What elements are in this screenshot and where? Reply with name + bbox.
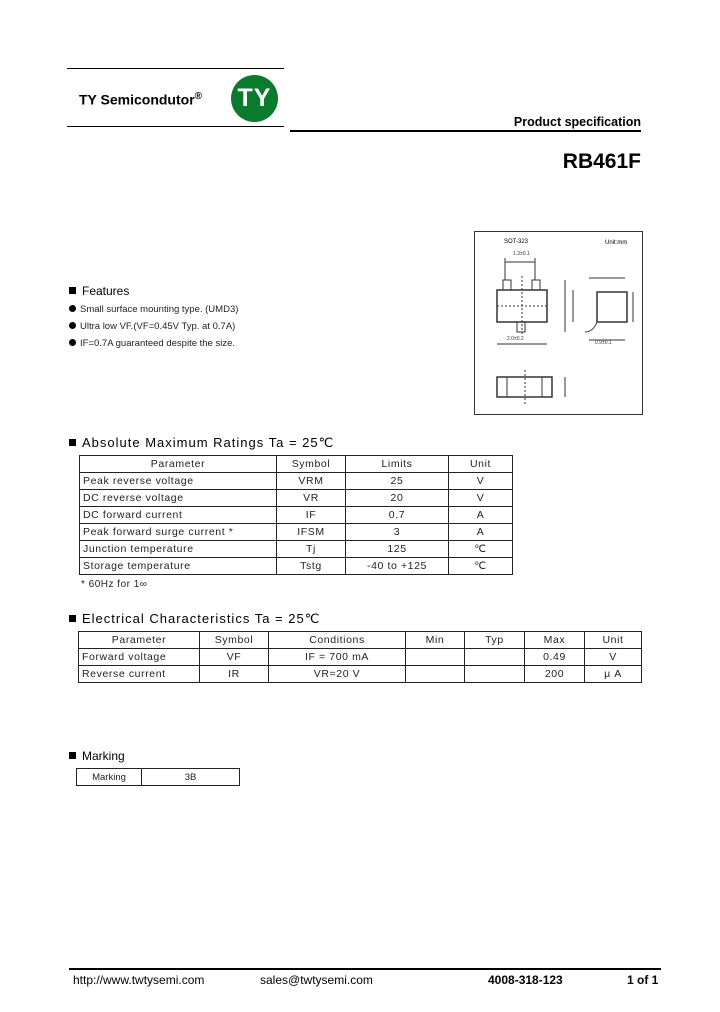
table-cell: 25 [346,473,449,490]
table-cell: V [449,473,513,490]
package-outline-svg [475,232,642,414]
company-logo: TY [231,75,278,122]
marking-table [76,768,240,786]
table-cell: 20 [346,490,449,507]
table-cell: A [449,524,513,541]
electrical-table [78,631,642,683]
table-header-row [79,632,642,649]
abs-max-table [79,455,513,575]
header-cell: Max [525,632,585,649]
package-drawing [474,231,643,415]
footer-rule [69,968,661,970]
bullet-icon [69,322,76,329]
bullet-icon [69,305,76,312]
table-cell [465,649,525,666]
table-row [77,769,240,786]
header-cell: Parameter [79,632,200,649]
table-row [79,649,642,666]
table-cell: V [585,649,642,666]
table-row [80,541,513,558]
table-header-row [80,456,513,473]
header-cell: Min [406,632,465,649]
table-cell: V [449,490,513,507]
svg-text:2.0±0.2: 2.0±0.2 [507,336,524,342]
header-cell: Parameter [80,456,277,473]
header-cell: Symbol [277,456,346,473]
header-cell: Unit [449,456,513,473]
header-long-rule [290,130,641,132]
table-row [80,473,513,490]
header-cell: Symbol [200,632,269,649]
part-number: RB461F [562,150,641,173]
table-cell: 0.7 [346,507,449,524]
table-cell: Peak reverse voltage [80,473,277,490]
header-cell: Typ [465,632,525,649]
section-square-icon [69,615,76,622]
footer-phone: 4008-318-123 [488,973,563,987]
table-cell [406,666,465,683]
section-square-icon [69,439,76,446]
table-cell: ℃ [449,558,513,575]
package-label: SOT-323 [504,239,529,245]
feature-item: Ultra low VF.(VF=0.45V Typ. at 0.7A) [69,321,238,338]
company-name: TY Semicondutor® [79,91,203,108]
table-cell: 3 [346,524,449,541]
table-cell: ℃ [449,541,513,558]
header-cell: Unit [585,632,642,649]
table-cell: IR [200,666,269,683]
table-cell: Junction temperature [80,541,277,558]
marking-label-cell: Marking [77,769,142,786]
spec-label: Product specification [513,115,641,129]
feature-item: Small surface mounting type. (UMD3) [69,304,238,321]
table-cell: Reverse current [79,666,200,683]
table-cell: IFSM [277,524,346,541]
footer-page-number: 1 of 1 [627,973,659,987]
table-cell: Peak forward surge current * [80,524,277,541]
header-top-rule [67,68,284,69]
section-square-icon [69,752,76,759]
table-row [80,507,513,524]
table-cell: IF = 700 mA [269,649,406,666]
table-cell: -40 to +125 [346,558,449,575]
table-row [80,524,513,541]
features-heading: Features [69,284,129,298]
table-cell: 0.49 [525,649,585,666]
feature-item: IF=0.7A guaranteed despite the size. [69,338,238,355]
table-cell: VF [200,649,269,666]
section-square-icon [69,287,76,294]
table-cell: DC reverse voltage [80,490,277,507]
bullet-icon [69,339,76,346]
table-cell: Storage temperature [80,558,277,575]
table-cell: Forward voltage [79,649,200,666]
table-cell: VR [277,490,346,507]
features-list [69,304,238,355]
table-cell: 125 [346,541,449,558]
header-short-rule [67,126,284,127]
abs-max-note: * 60Hz for 1∞ [81,579,148,590]
header-cell: Limits [346,456,449,473]
svg-text:0.9±0.1: 0.9±0.1 [595,340,612,346]
table-row [79,666,642,683]
table-row [80,558,513,575]
table-cell: DC forward current [80,507,277,524]
table-cell: VRM [277,473,346,490]
abs-max-heading: Absolute Maximum Ratings Ta = 25℃ [69,435,334,451]
table-cell: Tj [277,541,346,558]
table-cell: Tstg [277,558,346,575]
table-row [80,490,513,507]
footer-email[interactable]: sales@twtysemi.com [260,973,373,987]
marking-heading: Marking [69,749,125,763]
table-cell: IF [277,507,346,524]
table-cell: μ A [585,666,642,683]
table-cell: A [449,507,513,524]
footer-website[interactable]: http://www.twtysemi.com [73,973,205,987]
electrical-heading: Electrical Characteristics Ta = 25℃ [69,611,320,627]
svg-text:1.3±0.1: 1.3±0.1 [513,251,530,257]
unit-label: Unit:mm [605,240,628,246]
table-cell: 200 [525,666,585,683]
header-cell: Conditions [269,632,406,649]
table-cell: VR=20 V [269,666,406,683]
table-cell [406,649,465,666]
table-cell [465,666,525,683]
marking-value-cell: 3B [142,769,240,786]
